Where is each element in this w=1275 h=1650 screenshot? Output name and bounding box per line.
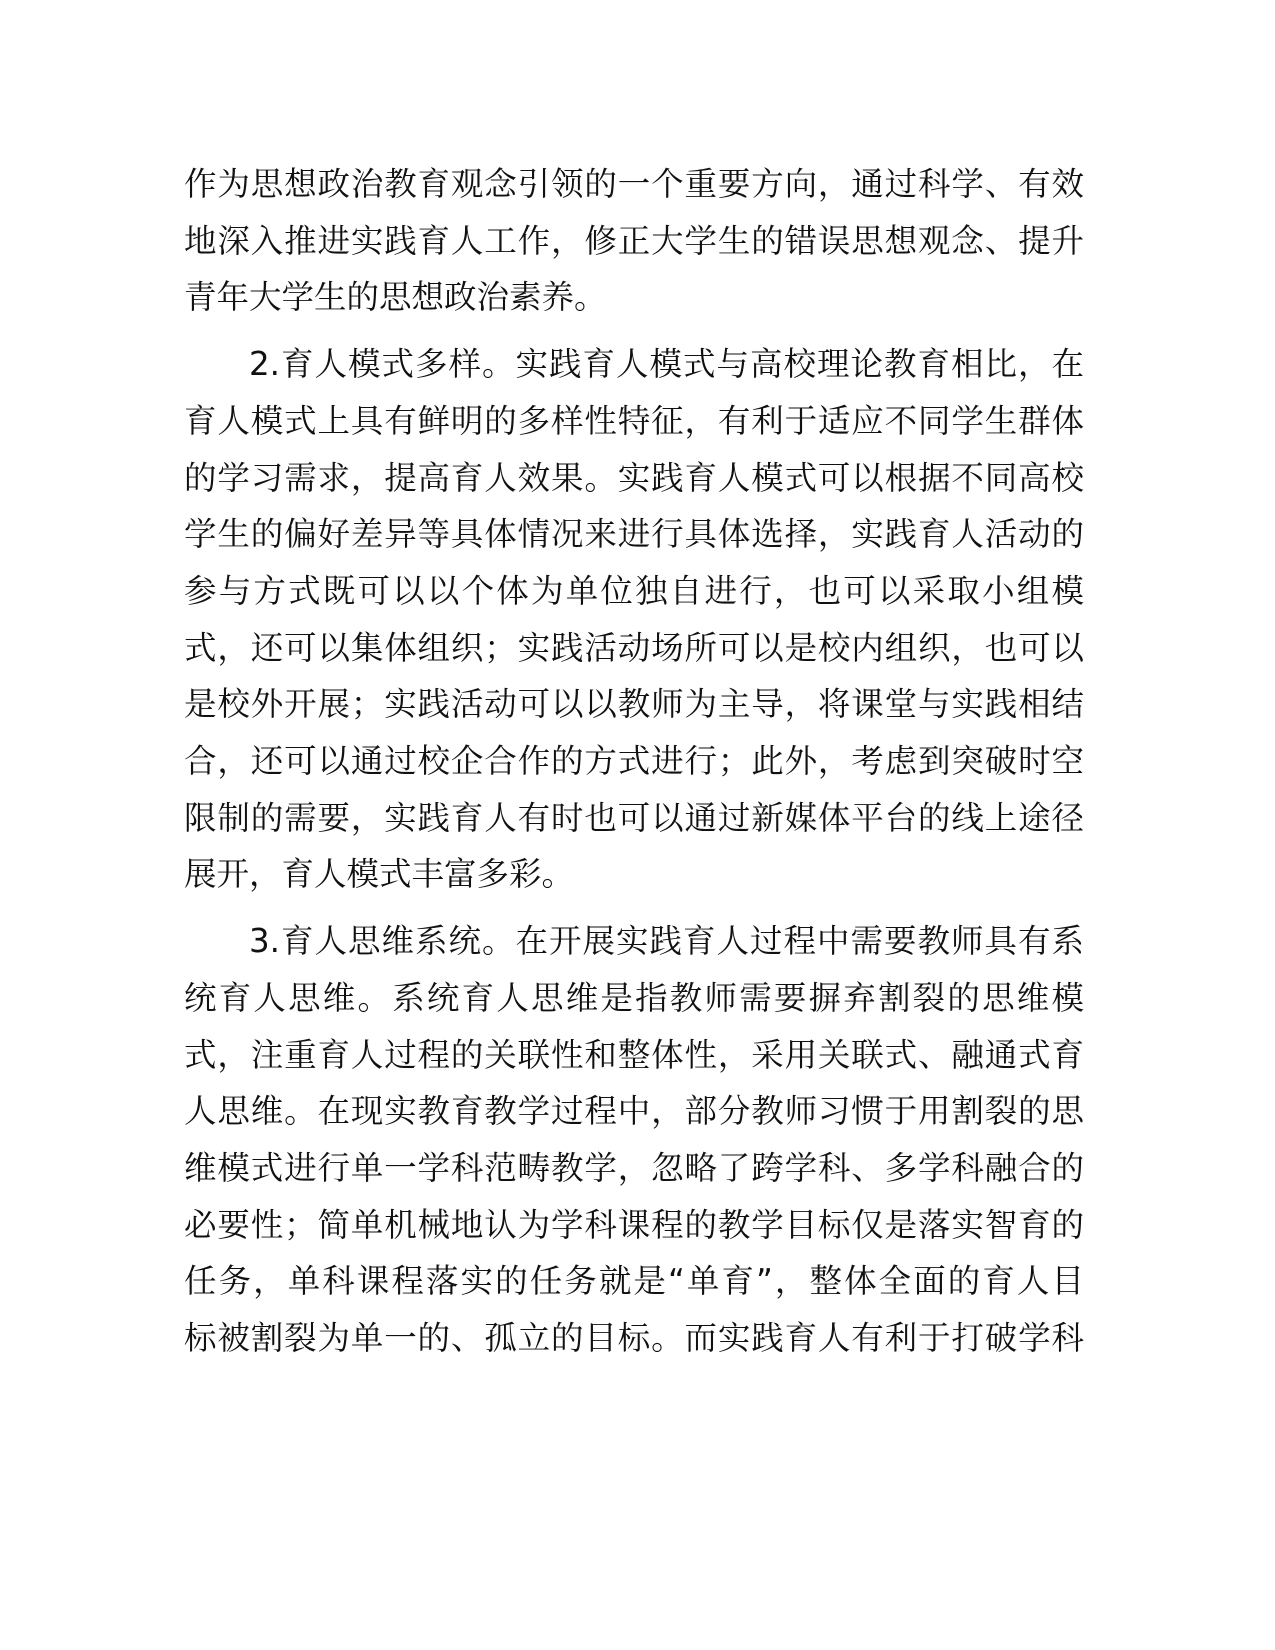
text-line: 学生的偏好差异等具体情况来进行具体选择，实践育人活动的 <box>184 515 1084 554</box>
text-line: 参与方式既可以以个体为单位独自进行，也可以采取小组模 <box>184 571 1084 610</box>
text-line: 2.育人模式多样。实践育人模式与高校理论教育相比，在 <box>249 345 1084 384</box>
paragraph-2 <box>184 336 1084 903</box>
paragraph-3 <box>184 913 1084 1367</box>
text-line: 式，注重育人过程的关联性和整体性，采用关联式、融通式育 <box>184 1035 1084 1074</box>
text-line: 是校外开展；实践活动可以以教师为主导，将课堂与实践相结 <box>184 685 1084 724</box>
text-line: 标被割裂为单一的、孤立的目标。而实践育人有利于打破学科 <box>184 1319 1084 1358</box>
text-line: 育人模式上具有鲜明的多样性特征，有利于适应不同学生群体 <box>184 401 1084 440</box>
text-line: 地深入推进实践育人工作，修正大学生的错误思想观念、提升 <box>184 221 1084 260</box>
paragraph-1 <box>184 156 1084 326</box>
text-line: 人思维。在现实教育教学过程中，部分教师习惯于用割裂的思 <box>184 1092 1084 1131</box>
text-line: 式，还可以集体组织；实践活动场所可以是校内组织，也可以 <box>184 628 1084 667</box>
text-line: 的学习需求，提高育人效果。实践育人模式可以根据不同高校 <box>184 458 1084 497</box>
text-line: 任务，单科课程落实的任务就是“单育”，整体全面的育人目 <box>184 1262 1084 1301</box>
text-line: 统育人思维。系统育人思维是指教师需要摒弃割裂的思维模 <box>184 978 1084 1017</box>
text-line: 展开，育人模式丰富多彩。 <box>184 855 575 894</box>
text-line: 青年大学生的思想政治素养。 <box>184 278 607 317</box>
text-line: 限制的需要，实践育人有时也可以通过新媒体平台的线上途径 <box>184 798 1084 837</box>
document-body <box>184 156 1084 1377</box>
text-line: 3.育人思维系统。在开展实践育人过程中需要教师具有系 <box>249 922 1084 961</box>
text-line: 合，还可以通过校企合作的方式进行；此外，考虑到突破时空 <box>184 742 1084 781</box>
text-line: 必要性；简单机械地认为学科课程的教学目标仅是落实智育的 <box>184 1205 1084 1244</box>
text-line: 作为思想政治教育观念引领的一个重要方向，通过科学、有效 <box>184 165 1084 203</box>
text-line: 维模式进行单一学科范畴教学，忽略了跨学科、多学科融合的 <box>184 1148 1084 1187</box>
